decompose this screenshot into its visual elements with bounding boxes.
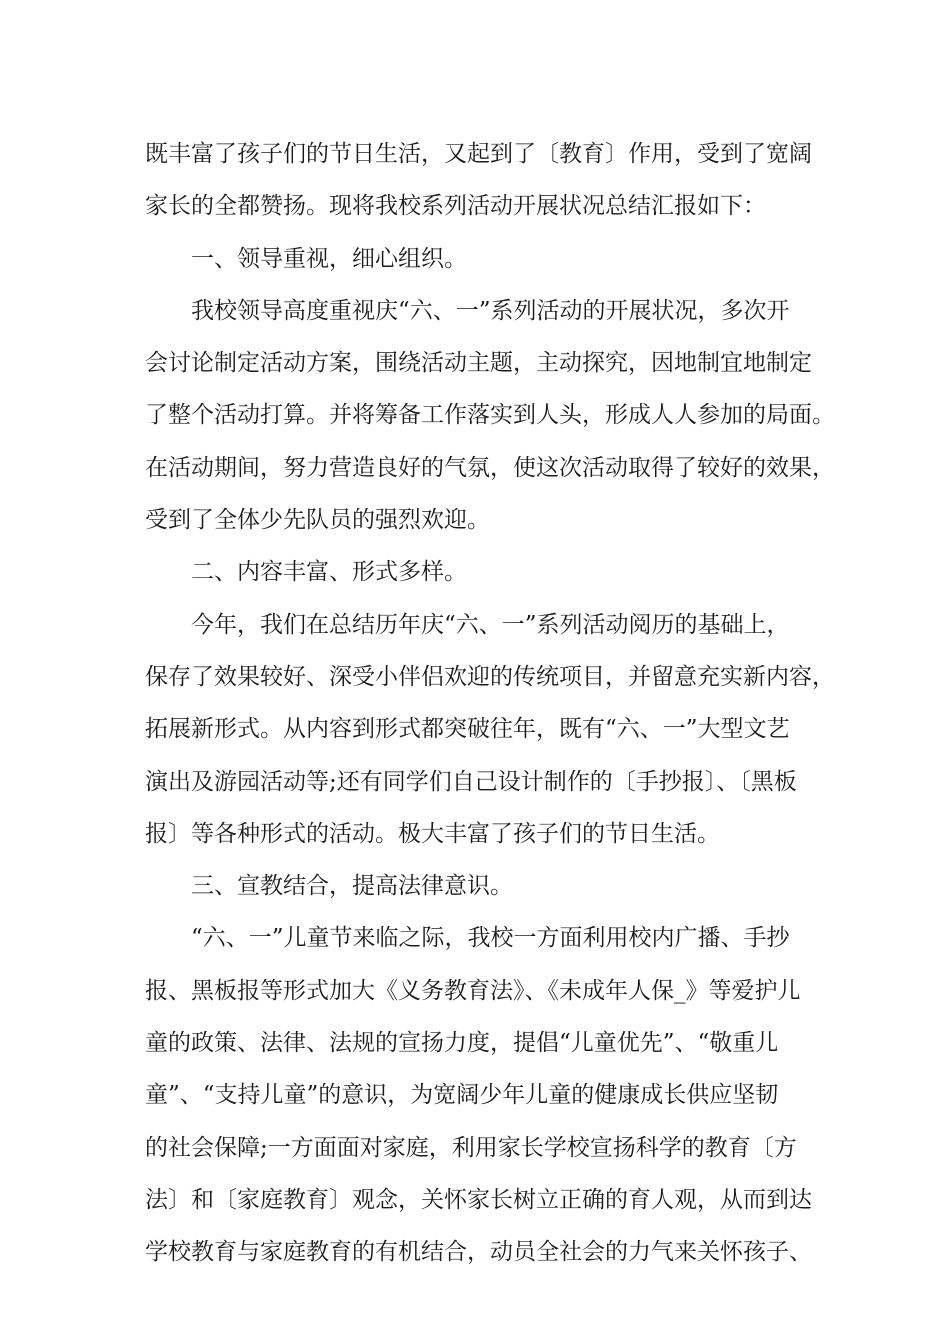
paragraph-intro [145,128,815,233]
text-line: 童”、“支持儿童”的意识，为宽阔少年儿童的健康成长供应坚韧 [145,1082,779,1109]
text-line: 在活动期间，努力营造良好的气氛，使这次活动取得了较好的效果， [145,454,835,481]
text-line: 既丰富了孩子们的节日生活，又起到了〔教育〕作用，受到了宽阔 [145,141,812,167]
text-line: 童的政策、法律、法规的宣扬力度，提倡“儿童优先”、“敬重儿 [145,1030,779,1057]
text-line: 的社会保障;一方面面对家庭，利用家长学校宣扬科学的教育〔方 [145,1134,797,1161]
section-heading-3 [145,860,815,912]
section-heading-2 [145,546,815,598]
document-body [145,128,835,1279]
paragraph-section-3 [145,912,815,1278]
text-line: “六、一”儿童节来临之际，我校一方面利用校内广播、手抄 [191,925,790,952]
text-line: 会讨论制定活动方案，围绕活动主题，主动探究，因地制宜地制定 [145,350,812,377]
heading-line: 二、内容丰富、形式多样。 [191,559,467,586]
text-line: 报〕等各种形式的活动。极大丰富了孩子们的节日生活。 [145,820,720,847]
text-line: 拓展新形式。从内容到形式都突破往年，既有“六、一”大型文艺 [145,716,790,743]
text-line: 我校领导高度重视庆“六、一”系列活动的开展状况，多次开 [191,297,790,324]
text-line: 报、黑板报等形式加大《义务教育法》、《未成年人保_》等爱护儿 [145,977,801,1004]
section-heading-1 [145,233,815,285]
text-line: 受到了全体少先队员的强烈欢迎。 [145,507,490,534]
text-line: 学校教育与家庭教育的有机结合，动员全社会的力气来关怀孩子、 [145,1239,812,1266]
text-line: 法〕和〔家庭教育〕观念，关怀家长树立正确的育人观，从而到达 [145,1186,812,1213]
paragraph-section-2 [145,599,835,860]
text-line: 演出及游园活动等;还有同学们自己设计制作的〔手抄报〕、〔黑板 [145,768,797,795]
heading-line: 一、领导重视，细心组织。 [191,245,467,272]
paragraph-section-1 [145,285,835,546]
text-line: 了整个活动打算。并将筹备工作落实到人头，形成人人参加的局面。 [145,402,835,429]
text-line: 今年，我们在总结历年庆“六、一”系列活动阅历的基础上， [191,611,790,638]
heading-line: 三、宣教结合，提高法律意识。 [191,873,513,900]
text-line: 保存了效果较好、深受小伴侣欢迎的传统项目，并留意充实新内容， [145,663,835,690]
text-line: 家长的全都赞扬。现将我校系列活动开展状况总结汇报如下： [145,193,766,220]
